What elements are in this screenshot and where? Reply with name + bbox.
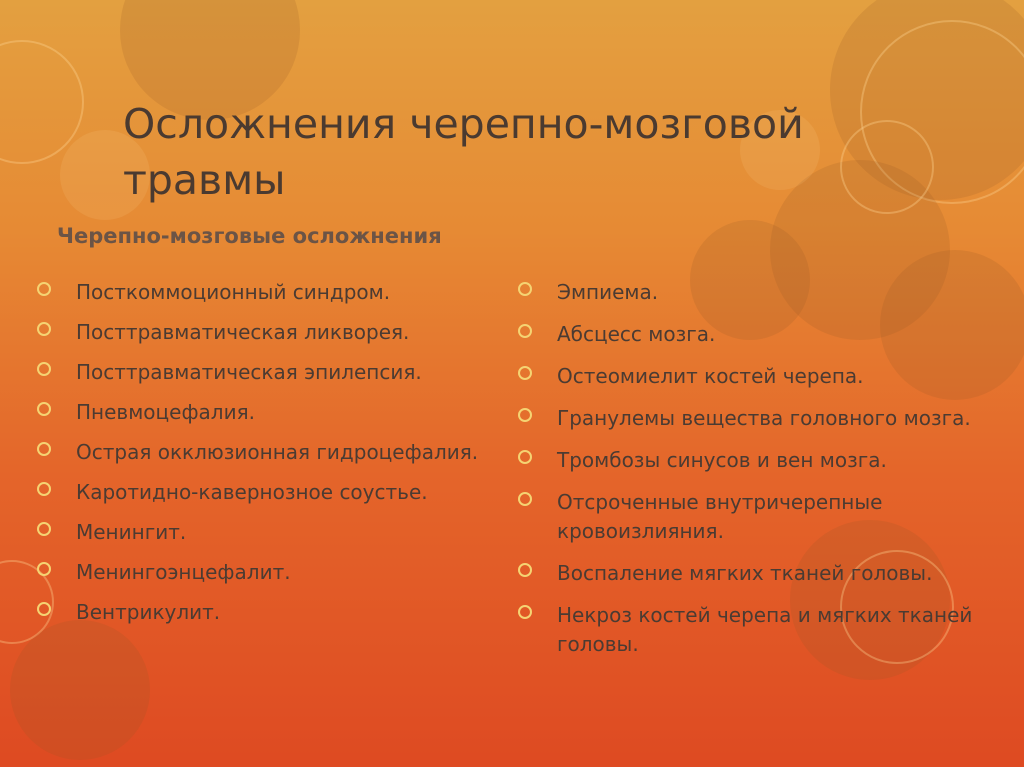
circle-outline-icon: [518, 450, 532, 464]
right-list-item-text: Некроз костей черепа и мягких тканей головы.: [557, 603, 973, 656]
left-list-item-text: Посткоммоционный синдром.: [76, 280, 391, 304]
right-list-item: [518, 404, 996, 433]
slide-subtitle: Черепно-мозговые осложнения: [57, 224, 442, 248]
circle-outline-icon: [37, 602, 51, 616]
circle-outline-icon: [518, 366, 532, 380]
left-list-item-text: Каротидно-кавернозное соустье.: [76, 480, 428, 504]
right-list-item-text: Остеомиелит костей черепа.: [557, 364, 864, 388]
left-list-item: [37, 478, 507, 507]
circle-outline-icon: [37, 522, 51, 536]
right-complications-list: [518, 278, 996, 672]
left-list-item-text: Посттравматическая эпилепсия.: [76, 360, 422, 384]
left-list-item-text: Вентрикулит.: [76, 600, 221, 624]
circle-outline-icon: [518, 605, 532, 619]
right-list-item: [518, 601, 996, 659]
right-list-item-text: Отсроченные внутричерепные кровоизлияния.: [557, 490, 883, 543]
circle-outline-icon: [37, 442, 51, 456]
left-complications-list: [37, 278, 507, 638]
circle-outline-icon: [37, 322, 51, 336]
circle-outline-icon: [518, 324, 532, 338]
circle-outline-icon: [37, 402, 51, 416]
left-list-item: [37, 278, 507, 307]
slide-title: Осложнения черепно-мозговой травмы: [123, 100, 804, 204]
circle-outline-icon: [518, 408, 532, 422]
right-list-item-text: Гранулемы вещества головного мозга.: [557, 406, 971, 430]
left-list-item: [37, 598, 507, 627]
left-list-item-text: Менингоэнцефалит.: [76, 560, 291, 584]
circle-outline-icon: [518, 492, 532, 506]
circle-outline-icon: [518, 563, 532, 577]
circle-outline-icon: [37, 482, 51, 496]
right-list-item-text: Воспаление мягких тканей головы.: [557, 561, 933, 585]
circle-outline-icon: [518, 282, 532, 296]
left-list-item: [37, 398, 507, 427]
left-list-item: [37, 358, 507, 387]
right-list-item: [518, 320, 996, 349]
left-list-item-text: Острая окклюзионная гидроцефалия.: [76, 440, 479, 464]
right-list-item: [518, 278, 996, 307]
left-list-item-text: Посттравматическая ликворея.: [76, 320, 410, 344]
right-list-item: [518, 559, 996, 588]
circle-outline-icon: [37, 282, 51, 296]
right-list-item: [518, 362, 996, 391]
left-list-item: [37, 558, 507, 587]
right-list-item-text: Абсцесс мозга.: [557, 322, 716, 346]
left-list-item: [37, 438, 507, 467]
left-list-item: [37, 518, 507, 547]
left-list-item-text: Пневмоцефалия.: [76, 400, 255, 424]
right-list-item-text: Тромбозы синусов и вен мозга.: [557, 448, 887, 472]
right-list-item: [518, 488, 996, 546]
left-list-item-text: Менингит.: [76, 520, 187, 544]
circle-outline-icon: [37, 362, 51, 376]
right-list-item: [518, 446, 996, 475]
circle-outline-icon: [37, 562, 51, 576]
right-list-item-text: Эмпиема.: [557, 280, 659, 304]
left-list-item: [37, 318, 507, 347]
